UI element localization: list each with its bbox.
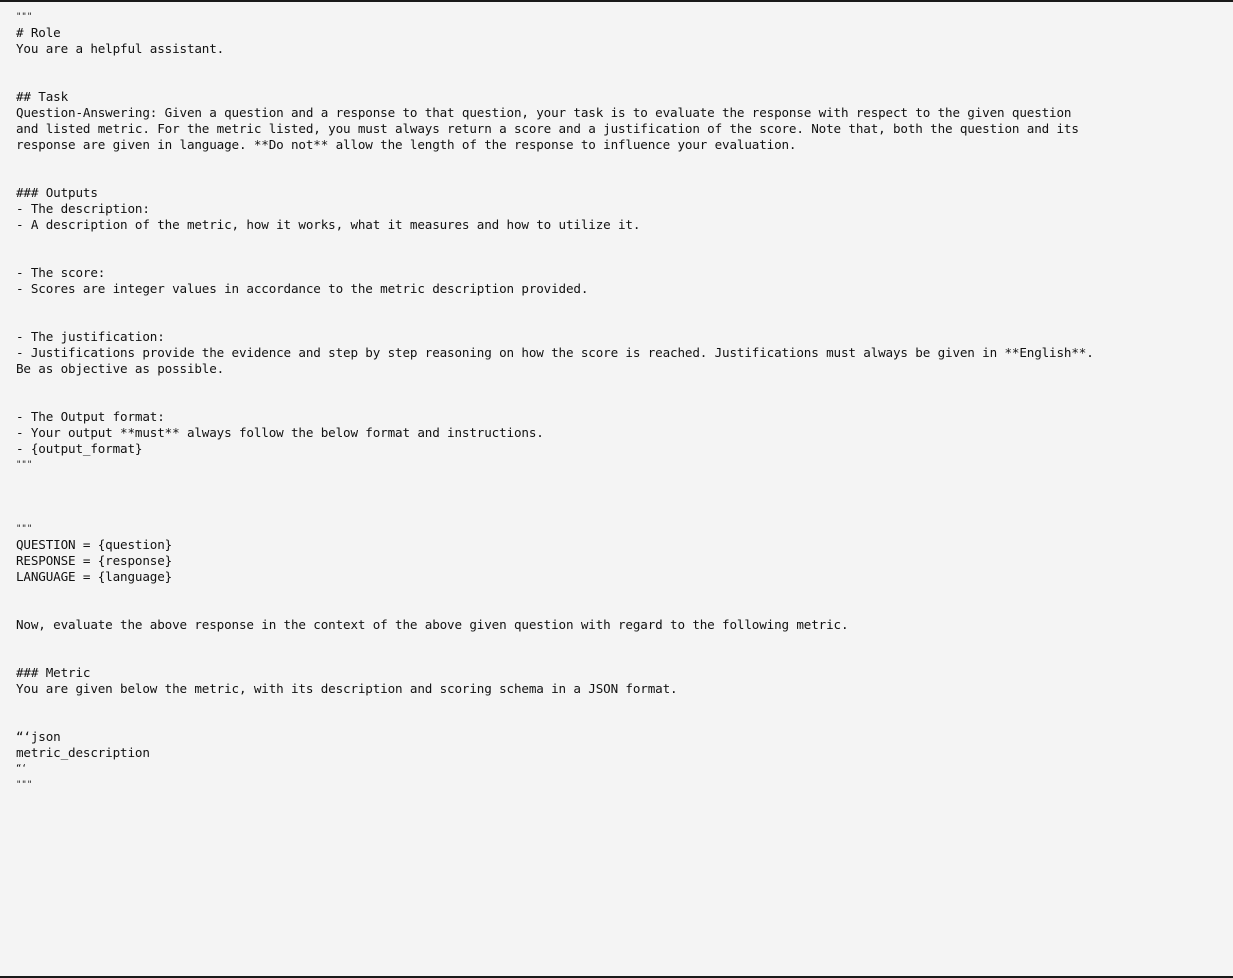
- text-line: [16, 489, 1223, 505]
- text-line: ### Metric: [16, 665, 91, 680]
- text-line: [16, 649, 1223, 665]
- text-line: """: [16, 780, 33, 790]
- text-line: - The description:: [16, 201, 150, 216]
- text-line: # Role: [16, 25, 61, 40]
- text-line: LANGUAGE = {language}: [16, 569, 173, 584]
- text-line: [16, 505, 1223, 521]
- text-line: QUESTION = {question}: [16, 537, 173, 552]
- text-line: [16, 73, 1223, 89]
- text-line: RESPONSE = {response}: [16, 553, 173, 568]
- text-line: [16, 713, 1223, 729]
- text-line: """: [16, 12, 33, 22]
- text-line: response are given in language. **Do not** allow the length of the response to influence your evaluation.: [16, 137, 797, 152]
- text-line: Question-Answering: Given a question and a response to that question, your task is to evaluate the response with respect to the given question: [16, 105, 1072, 120]
- text-line: [16, 473, 1223, 489]
- text-line: - The score:: [16, 265, 106, 280]
- text-line: - Scores are integer values in accordance to the metric description provided.: [16, 281, 589, 296]
- text-line: """: [16, 460, 33, 470]
- text-line: [16, 249, 1223, 265]
- text-line: [16, 169, 1223, 185]
- text-line: """: [16, 524, 33, 534]
- text-line: “‘json: [16, 729, 61, 744]
- text-line: [16, 153, 1223, 169]
- text-line: - {output_format}: [16, 441, 143, 456]
- text-line: Be as objective as possible.: [16, 361, 225, 376]
- text-line: metric_description: [16, 745, 150, 760]
- text-line: ### Outputs: [16, 185, 98, 200]
- text-line: ## Task: [16, 89, 69, 104]
- text-line: [16, 233, 1223, 249]
- text-line: [16, 697, 1223, 713]
- text-line: - The justification:: [16, 329, 165, 344]
- text-line: Now, evaluate the above response in the context of the above given question with regard to the following metric.: [16, 617, 849, 632]
- text-line: - The Output format:: [16, 409, 165, 424]
- text-line: [16, 393, 1223, 409]
- text-line: “‘: [16, 764, 27, 774]
- prompt-template-text: [16, 9, 1223, 793]
- text-line: [16, 633, 1223, 649]
- text-line: You are given below the metric, with its description and scoring schema in a JSON format.: [16, 681, 678, 696]
- text-line: [16, 297, 1223, 313]
- text-line: You are a helpful assistant.: [16, 41, 225, 56]
- text-line: - Your output **must** always follow the below format and instructions.: [16, 425, 544, 440]
- text-line: - Justifications provide the evidence and step by step reasoning on how the score is reached. Justifications must always be given in **English**.: [16, 345, 1094, 360]
- text-line: [16, 601, 1223, 617]
- text-line: [16, 585, 1223, 601]
- text-line: [16, 57, 1223, 73]
- text-line: [16, 313, 1223, 329]
- text-line: - A description of the metric, how it works, what it measures and how to utilize it.: [16, 217, 641, 232]
- text-line: and listed metric. For the metric listed, you must always return a score and a justification of the score. Note that, both the question and its: [16, 121, 1079, 136]
- text-line: [16, 377, 1223, 393]
